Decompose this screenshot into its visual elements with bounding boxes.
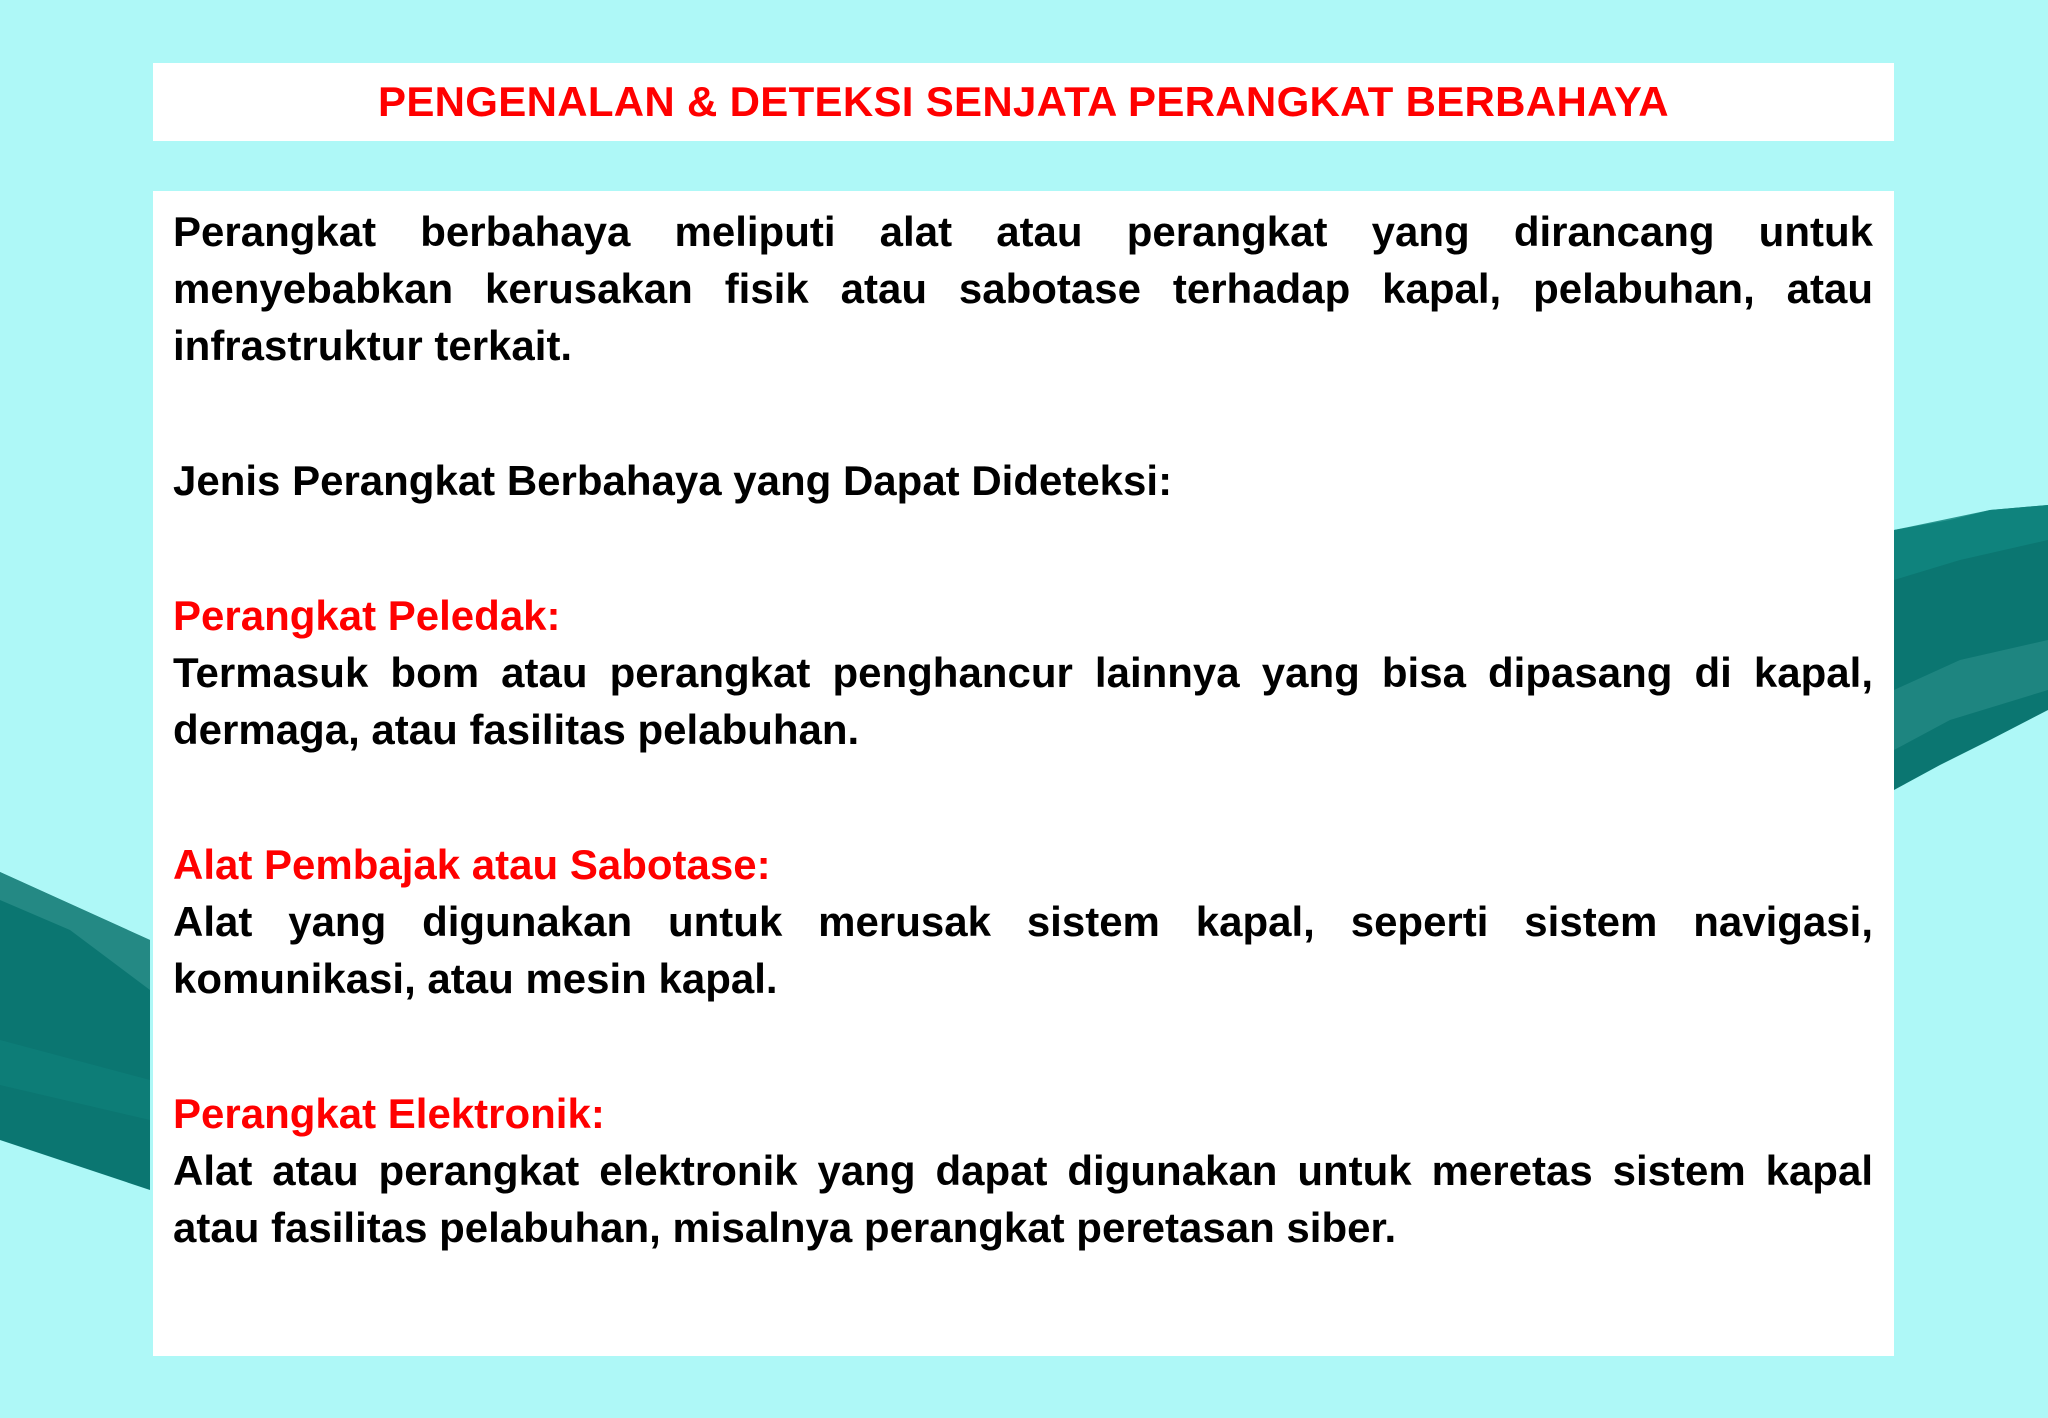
- page-title: PENGENALAN & DETEKSI SENJATA PERANGKAT BERBAHAYA: [378, 78, 1669, 125]
- title-banner: [153, 63, 1894, 141]
- intro-paragraph: Perangkat berbahaya meliputi alat atau perangkat yang dirancang untuk menyebabkan kerusakan fisik atau sabotase terhadap kapal, pelabuhan, atau infrastruktur terkait.: [173, 208, 1873, 369]
- item-body: Alat yang digunakan untuk merusak sistem kapal, seperti sistem navigasi, komunikasi, atau mesin kapal.: [173, 898, 1873, 1002]
- item-heading: Perangkat Peledak:: [173, 592, 561, 639]
- item-heading: Alat Pembajak atau Sabotase:: [173, 841, 771, 888]
- content-panel: [153, 191, 1894, 1356]
- section-heading: Jenis Perangkat Berbahaya yang Dapat Dideteksi:: [173, 457, 1173, 504]
- content-body: [173, 203, 1873, 1256]
- item-body: Alat atau perangkat elektronik yang dapat digunakan untuk meretas sistem kapal atau fasilitas pelabuhan, misalnya perangkat peretasan siber.: [173, 1147, 1873, 1251]
- item-body: Termasuk bom atau perangkat penghancur lainnya yang bisa dipasang di kapal, dermaga, atau fasilitas pelabuhan.: [173, 649, 1873, 753]
- item-heading: Perangkat Elektronik:: [173, 1090, 605, 1137]
